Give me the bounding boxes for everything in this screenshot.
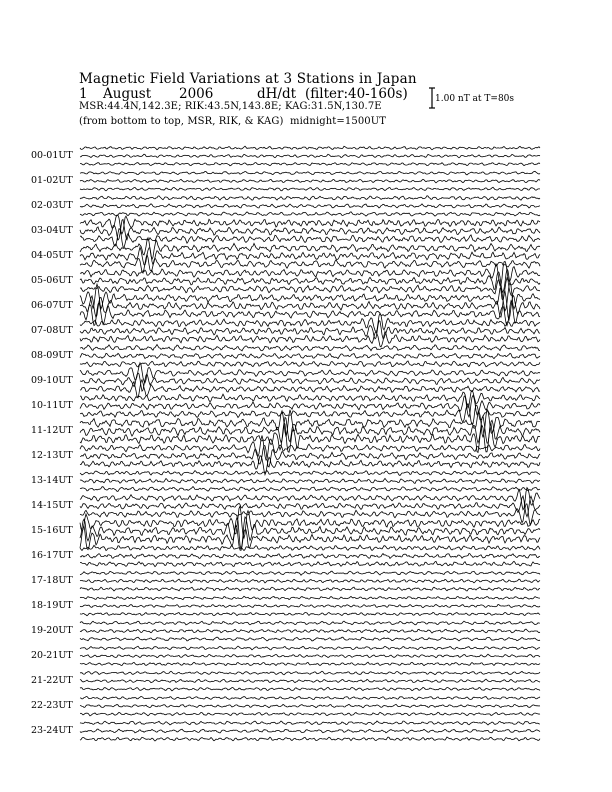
trace-msr bbox=[80, 687, 540, 691]
trace-rik bbox=[80, 629, 540, 633]
trace-kag bbox=[80, 721, 540, 725]
hour-label: 17-18UT bbox=[31, 575, 73, 586]
trace-kag bbox=[80, 596, 540, 599]
trace-msr bbox=[80, 712, 540, 716]
trace-msr bbox=[80, 187, 540, 191]
hour-label: 19-20UT bbox=[31, 625, 73, 636]
date-day: 1 bbox=[79, 86, 88, 102]
station-coordinates: MSR:44.4N,142.3E; RIK:43.5N,143.8E; KAG:31.5N,130.7E bbox=[79, 101, 382, 112]
hour-label: 06-07UT bbox=[31, 300, 73, 311]
trace-rik bbox=[80, 679, 540, 683]
trace-msr bbox=[80, 254, 540, 273]
trace-kag bbox=[80, 171, 540, 175]
hour-label: 16-17UT bbox=[31, 550, 73, 561]
trace-kag bbox=[80, 196, 540, 201]
hour-label: 03-04UT bbox=[31, 225, 73, 236]
hour-label: 11-12UT bbox=[31, 425, 73, 436]
date-year: 2006 bbox=[179, 86, 214, 102]
hour-label: 05-06UT bbox=[31, 275, 73, 286]
trace-rik bbox=[80, 554, 540, 559]
trace-msr bbox=[80, 662, 540, 665]
trace-kag bbox=[80, 345, 540, 351]
scale-label: 1.00 nT at T=80s bbox=[435, 94, 515, 104]
hour-label: 14-15UT bbox=[31, 500, 73, 511]
hour-label: 12-13UT bbox=[31, 450, 73, 461]
hour-label: 02-03UT bbox=[31, 200, 73, 211]
trace-msr bbox=[80, 737, 540, 741]
hour-label: 13-14UT bbox=[31, 475, 73, 486]
trace-rik bbox=[80, 373, 540, 391]
hour-label: 22-23UT bbox=[31, 700, 73, 711]
trace-msr bbox=[80, 163, 540, 166]
trace-kag bbox=[80, 621, 540, 625]
trace-kag bbox=[80, 571, 540, 575]
trace-rik bbox=[80, 478, 540, 483]
quantity-label: dH/dt bbox=[257, 86, 297, 102]
trace-kag bbox=[80, 363, 540, 383]
trace-msr bbox=[80, 637, 540, 641]
trace-kag bbox=[80, 671, 540, 675]
trace-kag bbox=[80, 545, 540, 550]
trace-msr bbox=[80, 487, 540, 492]
trace-msr bbox=[80, 587, 540, 591]
hour-label: 10-11UT bbox=[31, 400, 73, 411]
hour-label: 00-01UT bbox=[31, 150, 73, 161]
trace-kag bbox=[80, 471, 540, 476]
trace-rik bbox=[80, 517, 540, 549]
trace-kag bbox=[80, 146, 540, 150]
trace-rik bbox=[80, 654, 540, 658]
hour-label: 04-05UT bbox=[31, 250, 73, 261]
hour-label: 15-16UT bbox=[31, 525, 73, 536]
trace-kag bbox=[80, 646, 540, 650]
trace-kag bbox=[80, 696, 540, 699]
trace-msr bbox=[80, 561, 540, 566]
trace-rik bbox=[80, 729, 540, 733]
chart-title: Magnetic Field Variations at 3 Stations in Japan bbox=[79, 71, 417, 87]
hour-label: 23-24UT bbox=[31, 725, 73, 736]
midnight-note: midnight=1500UT bbox=[290, 116, 387, 127]
hour-label: 20-21UT bbox=[31, 650, 73, 661]
trace-msr bbox=[80, 612, 540, 615]
trace-msr bbox=[80, 212, 540, 216]
date-month: August bbox=[103, 86, 152, 102]
trace-rik bbox=[80, 579, 540, 583]
hour-label: 18-19UT bbox=[31, 600, 73, 611]
trace-rik bbox=[80, 154, 540, 158]
hour-label: 01-02UT bbox=[31, 175, 73, 186]
order-note: (from bottom to top, MSR, RIK, & KAG) bbox=[79, 116, 284, 127]
trace-rik bbox=[80, 179, 540, 183]
trace-rik bbox=[80, 704, 540, 707]
filter-label: (filter:40-160s) bbox=[305, 86, 408, 102]
trace-msr bbox=[80, 332, 540, 347]
trace-rik bbox=[80, 445, 540, 467]
trace-rik bbox=[80, 291, 540, 320]
trace-msr bbox=[80, 361, 540, 367]
trace-rik bbox=[80, 204, 540, 208]
trace-rik bbox=[80, 353, 540, 358]
hour-label: 21-22UT bbox=[31, 675, 73, 686]
trace-rik bbox=[80, 604, 540, 607]
hour-label: 08-09UT bbox=[31, 350, 73, 361]
hour-label: 09-10UT bbox=[31, 375, 73, 386]
hour-label: 07-08UT bbox=[31, 325, 73, 336]
